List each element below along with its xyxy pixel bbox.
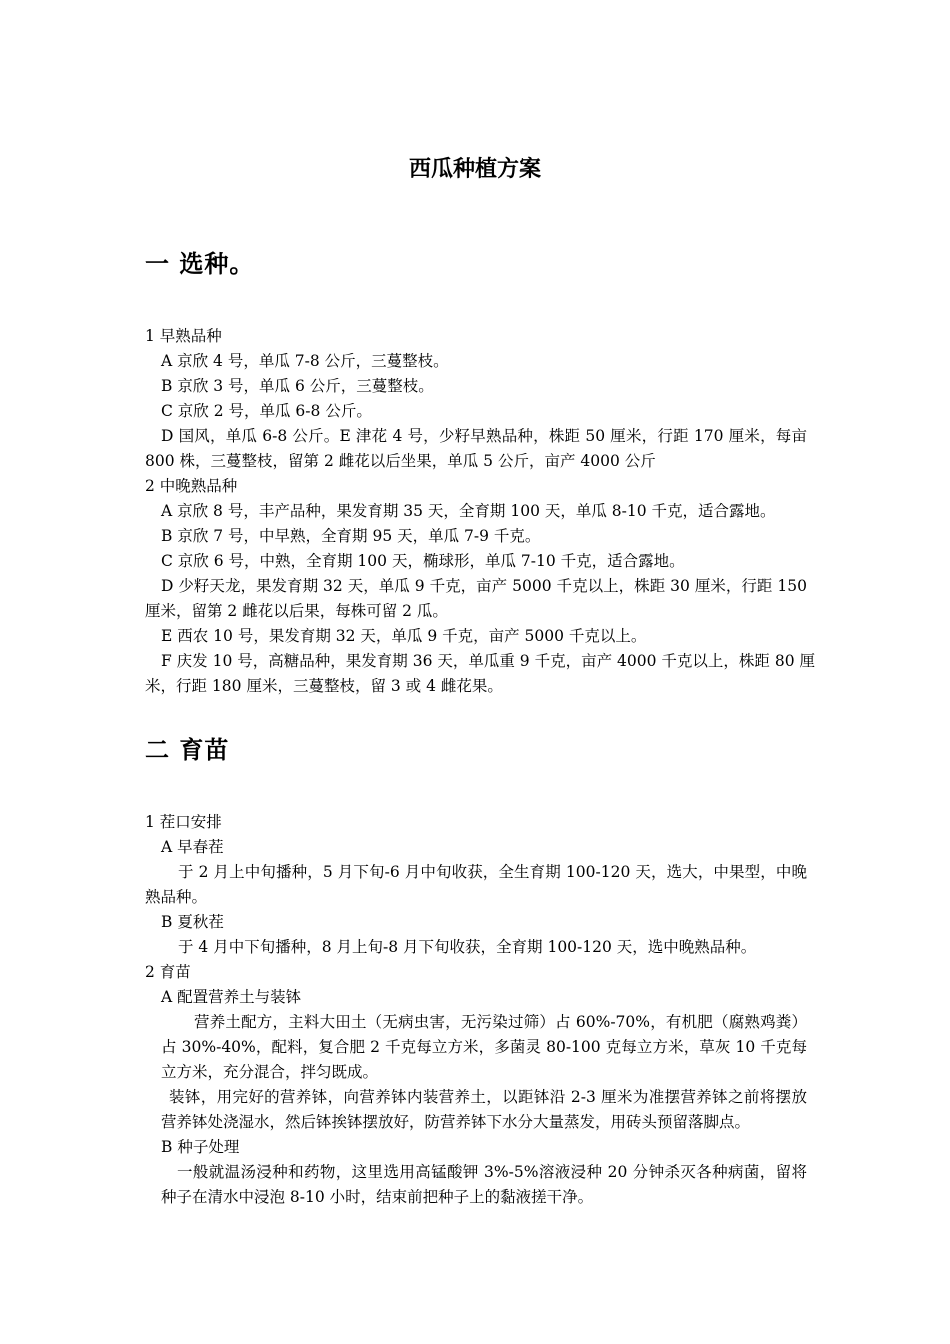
- variety-item: A 京欣 4 号，单瓜 7-8 公斤，三蔓整枝。: [161, 352, 449, 370]
- stubble-item-label: A 早春茬: [161, 838, 224, 856]
- variety-item: B 京欣 7 号，中早熟，全育期 95 天，单瓜 7-9 千克。: [161, 527, 541, 545]
- seedling-item-label: A 配置营养土与装钵: [161, 988, 302, 1006]
- subheading-early-varieties: 1 早熟品种: [145, 327, 222, 345]
- seedling-item-label: B 种子处理: [161, 1138, 240, 1156]
- stubble-item-label: B 夏秋茬: [161, 913, 224, 931]
- variety-item: D 国风，单瓜 6-8 公斤。E 津花 4 号，少籽早熟品种，株距 50 厘米，行距 170 厘米，每亩 800 株，三蔓整枝，留第 2 雌花以后坐果，单瓜 5 公斤，亩产 4000 公斤: [145, 427, 807, 470]
- section-heading-seedling: 二 育苗: [145, 735, 230, 764]
- variety-item: A 京欣 8 号，丰产品种，果发育期 35 天，全育期 100 天，单瓜 8-10 千克，适合露地。: [161, 502, 776, 520]
- subheading-stubble: 1 茬口安排: [145, 813, 222, 831]
- seed-treatment-text: 一般就温汤浸种和药物，这里选用高锰酸钾 3%-5%溶液浸种 20 分钟杀灭各种病菌，留将种子在清水中浸泡 8-10 小时，结束前把种子上的黏液搓干净。: [161, 1163, 807, 1206]
- subheading-late-varieties: 2 中晚熟品种: [145, 477, 238, 495]
- soil-formula-text: 营养土配方，主料大田土（无病虫害，无污染过筛）占 60%-70%，有机肥（腐熟鸡粪）占 30%-40%，配料，复合肥 2 千克每立方米，多菌灵 80-100 克每立方米，草灰 10 千克每立方米，充分混合，拌匀既成。: [161, 1013, 807, 1081]
- variety-item: E 西农 10 号，果发育期 32 天，单瓜 9 千克，亩产 5000 千克以上。: [161, 627, 647, 645]
- stubble-item-text: 于 2 月上中旬播种，5 月下旬-6 月中旬收获，全生育期 100-120 天，选大，中果型，中晚熟品种。: [145, 863, 807, 906]
- document-title: 西瓜种植方案: [408, 156, 541, 182]
- section-heading-selection: 一 选种。: [145, 249, 255, 278]
- stubble-item-text: 于 4 月中下旬播种，8 月上旬-8 月下旬收获，全育期 100-120 天，选中晚熟品种。: [178, 938, 757, 956]
- variety-item: D 少籽天龙，果发育期 32 天，单瓜 9 千克，亩产 5000 千克以上，株距 30 厘米，行距 150 厘米，留第 2 雌花以后果，每株可留 2 瓜。: [145, 577, 807, 620]
- variety-item: F 庆发 10 号，高糖品种，果发育期 36 天，单瓜重 9 千克，亩产 4000 千克以上，株距 80 厘米，行距 180 厘米，三蔓整枝，留 3 或 4 雌花果。: [145, 652, 815, 695]
- subheading-seedling: 2 育苗: [145, 963, 191, 981]
- variety-item: C 京欣 6 号，中熟，全育期 100 天，椭球形，单瓜 7-10 千克，适合露地。: [161, 552, 685, 570]
- variety-item: C 京欣 2 号，单瓜 6-8 公斤。: [161, 402, 372, 420]
- pot-filling-text: 装钵，用完好的营养钵，向营养钵内装营养土，以距钵沿 2-3 厘米为准摆营养钵之前将摆放营养钵处浇湿水，然后钵挨钵摆放好，防营养钵下水分大量蒸发，用砖头预留落脚点。: [161, 1088, 807, 1131]
- variety-item: B 京欣 3 号，单瓜 6 公斤，三蔓整枝。: [161, 377, 434, 395]
